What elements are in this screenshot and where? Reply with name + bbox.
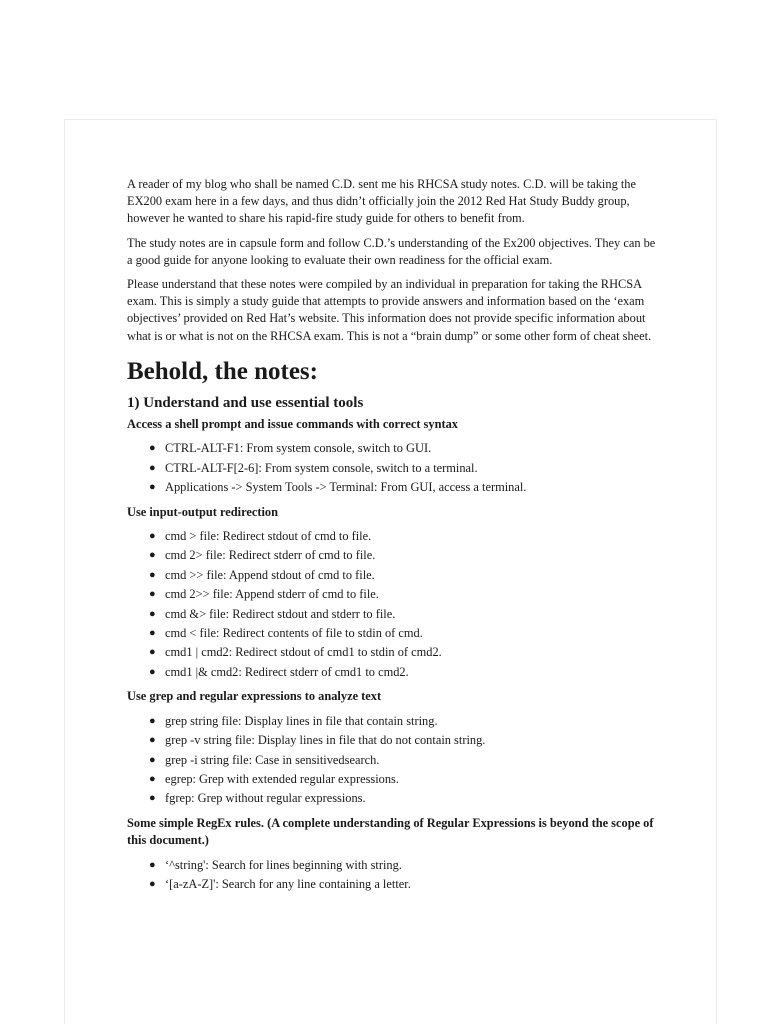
- list-shell: [127, 439, 657, 497]
- bullet-icon: ●: [149, 753, 156, 766]
- intro-paragraph-2: The study notes are in capsule form and follow C.D.’s understanding of the Ex200 objectives. They can be a good guide for anyone looking to evaluate their own readiness for the official exam.: [127, 235, 656, 267]
- list-item: ● fgrep: Grep without regular expressions.: [165, 789, 657, 808]
- group-heading-shell: Access a shell prompt and issue commands with correct syntax: [127, 416, 458, 431]
- list-grep: [127, 712, 657, 809]
- bullet-icon: ●: [149, 549, 156, 562]
- list-item: ● cmd >> file: Append stdout of cmd to file.: [165, 566, 657, 585]
- bullet-icon: ●: [149, 588, 156, 601]
- group-heading-redirection: Use input-output redirection: [127, 504, 278, 519]
- list-item: ● ‘[a-zA-Z]': Search for any line containing a letter.: [165, 875, 657, 894]
- list-item: ● ‘^string': Search for lines beginning with string.: [165, 856, 657, 875]
- list-item: ● CTRL-ALT-F1: From system console, switch to GUI.: [165, 439, 657, 458]
- article-content: [127, 176, 657, 901]
- bullet-icon: ●: [149, 627, 156, 640]
- list-item: ● cmd < file: Redirect contents of file to stdin of cmd.: [165, 624, 657, 643]
- bullet-icon: ●: [149, 858, 156, 871]
- list-item: ● egrep: Grep with extended regular expressions.: [165, 770, 657, 789]
- bullet-icon: ●: [149, 481, 156, 494]
- list-item: ● grep string file: Display lines in file that contain string.: [165, 712, 657, 731]
- list-item: ● cmd &> file: Redirect stdout and stderr to file.: [165, 605, 657, 624]
- list-item: ● CTRL-ALT-F[2-6]: From system console, switch to a terminal.: [165, 459, 657, 478]
- main-heading: Behold, the notes:: [127, 357, 318, 385]
- group-heading-grep: Use grep and regular expressions to analyze text: [127, 689, 382, 704]
- list-item: ● cmd 2>> file: Append stderr of cmd to file.: [165, 585, 657, 604]
- bullet-icon: ●: [149, 442, 156, 455]
- bullet-icon: ●: [149, 461, 156, 474]
- list-item: ● cmd1 |& cmd2: Redirect stderr of cmd1 to cmd2.: [165, 663, 657, 682]
- article-page: [64, 119, 717, 1024]
- list-item: ● Applications -> System Tools -> Terminal: From GUI, access a terminal.: [165, 478, 657, 497]
- section-title: 1) Understand and use essential tools: [127, 394, 364, 411]
- bullet-icon: ●: [149, 792, 156, 805]
- list-item: ● cmd 2> file: Redirect stderr of cmd to file.: [165, 546, 657, 565]
- intro-paragraph-1: A reader of my blog who shall be named C.D. sent me his RHCSA study notes. C.D. will be taking the EX200 exam here in a few days, and thus didn’t officially join the 2012 Red Hat Study Buddy group, however he wanted to share his rapid-fire study guide for others to benefit from.: [127, 177, 636, 226]
- bullet-icon: ●: [149, 568, 156, 581]
- bullet-icon: ●: [149, 665, 156, 678]
- intro-paragraph-3: Please understand that these notes were compiled by an individual in preparation for taking the RHCSA exam. This is simply a study guide that attempts to provide answers and information based on the ‘exam objectives’ provided on Red Hat’s website. This information does not provide specific information about what is or what is not on the RHCSA exam. This is not a “brain dump” or some other form of cheat sheet.: [127, 277, 652, 343]
- bullet-icon: ●: [149, 773, 156, 786]
- group-heading-regex: Some simple RegEx rules. (A complete understanding of Regular Expressions is beyond the scope of this document.): [127, 815, 654, 848]
- list-item: ● grep -v string file: Display lines in file that do not contain string.: [165, 731, 657, 750]
- list-regex: [127, 856, 657, 895]
- list-item: ● cmd1 | cmd2: Redirect stdout of cmd1 to stdin of cmd2.: [165, 643, 657, 662]
- list-item: ● grep -i string file: Case in sensitivedsearch.: [165, 751, 657, 770]
- bullet-icon: ●: [149, 714, 156, 727]
- bullet-icon: ●: [149, 607, 156, 620]
- bullet-icon: ●: [149, 878, 156, 891]
- bullet-icon: ●: [149, 646, 156, 659]
- list-item: ● cmd > file: Redirect stdout of cmd to file.: [165, 527, 657, 546]
- list-redirection: [127, 527, 657, 682]
- bullet-icon: ●: [149, 530, 156, 543]
- bullet-icon: ●: [149, 734, 156, 747]
